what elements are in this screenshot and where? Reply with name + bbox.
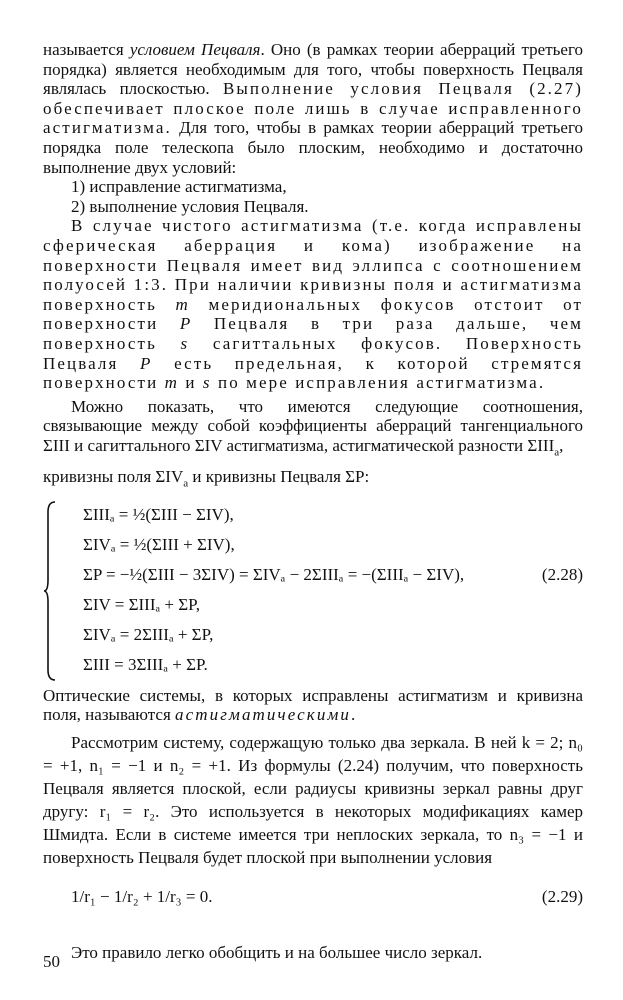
equation-system-2-28 (43, 500, 583, 682)
symbol-P: P (179, 314, 193, 334)
spaced-text: Выполнение условия Пецваля (2.27) обеспечивает плоское поле лишь в случае исправленного астигматизма. (43, 79, 583, 138)
list-item-1: 1) исправление астигматизма, (71, 177, 287, 197)
equation-2: ΣIVₐ = ½(ΣIII + ΣIV), (83, 534, 235, 554)
symbol-P: P (140, 353, 153, 373)
paragraph-2 (43, 216, 583, 392)
text: . Оно (в рамках теории аберраций третьего порядка) является необходимым для того, чтобы поверхность Пецваля являлась плоскостью. (43, 40, 583, 99)
text: Пецваля в три раза дальше, чем поверхность (43, 314, 583, 353)
subscript: a (183, 477, 189, 490)
paragraph-3b (43, 467, 583, 494)
equation-number-2-28: (2.28) (541, 564, 583, 584)
left-brace-icon (43, 500, 57, 682)
term-petzval-condition: условием Пецваля (129, 40, 261, 59)
text: по мере исправления астигматизма. (211, 373, 546, 393)
equation-4: ΣIV = ΣIIIₐ + ΣP, (83, 594, 200, 614)
text: Можно показать, что имеются следующие соотношения, связывающие между собой коэффициенты аберраций тангенциального ΣIII и сагиттального ΣIV астигматизма, астигматической разности ΣIII (43, 396, 583, 455)
text: В случае чистого астигматизма (т.е. когда исправлены сферическая аберрация и кома) изображение на поверхности Пецваля имеет вид эллипса с соотношением полуосей 1:3. При наличии кривизны поля и астигматизма поверхность (43, 216, 583, 314)
text: Оптические системы, в которых исправлены астигматизм и кривизна поля, называются (43, 685, 583, 725)
symbol-m: m (164, 373, 180, 393)
symbol-s: s (180, 333, 190, 353)
paragraph-4 (43, 686, 583, 725)
formula-2-29-body: 1/r₁ − 1/r₂ + 1/r₃ = 0. (71, 887, 213, 907)
equation-number-2-29: (2.29) (541, 887, 583, 907)
equation-5: ΣIVₐ = 2ΣIIIₐ + ΣP, (83, 624, 214, 644)
page-number: 50 (43, 952, 60, 971)
text: Для того, чтобы в рамках теории аберраций третьего порядка поле телескопа было плоским, необходимо и достаточно выполнение двух условий: (43, 118, 583, 177)
text: . (351, 705, 356, 725)
text: и (179, 373, 203, 393)
text: кривизны поля ΣIV (43, 466, 184, 486)
text: и кривизны Пецваля ΣP: (188, 466, 370, 486)
equation-lines (83, 500, 464, 680)
text: меридиональных фокусов отстоит от поверхности (43, 294, 583, 334)
formula-2-29 (43, 879, 583, 935)
equation-1: ΣIIIₐ = ½(ΣIII − ΣIV), (83, 504, 234, 524)
text: есть предельная, к которой стремятся поверхности (43, 353, 584, 393)
text: сагиттальных фокусов. Поверхность Пецваля (43, 333, 583, 373)
equation-6: ΣIII = 3ΣIIIₐ + ΣP. (83, 654, 208, 674)
page-body (43, 40, 583, 963)
paragraph-5: Рассмотрим систему, содержащую только два зеркала. В ней k = 2; n₀ = +1, n₁ = −1 и n₂ = +1. Из формулы (2.24) получим, что поверхность Пецваля является плоской, если радиусы кривизны зеркал равны друг другу: r₁ = r₂. Это используется в некоторых модификациях камер Шмидта. Если в системе имеется три неплоских зеркала, то n₃ = −1 и поверхность Пецваля будет плоской при выполнении условия (43, 733, 583, 868)
equation-3: ΣP = −½(ΣIII − 3ΣIV) = ΣIVₐ − 2ΣIIIₐ = −(ΣIIIₐ − ΣIV), (83, 564, 465, 584)
symbol-m: m (175, 294, 190, 314)
symbol-s: s (202, 373, 212, 393)
text: называется (43, 40, 130, 59)
paragraph-6: Это правило легко обобщить и на большее число зеркал. (71, 943, 483, 963)
paragraph-1 (43, 40, 583, 177)
paragraph-3 (43, 397, 583, 463)
text: , (559, 435, 564, 455)
subscript: a (554, 446, 560, 459)
term-astigmatic: астигматическими (175, 705, 352, 725)
list-item-2: 2) выполнение условия Пецваля. (71, 196, 309, 216)
